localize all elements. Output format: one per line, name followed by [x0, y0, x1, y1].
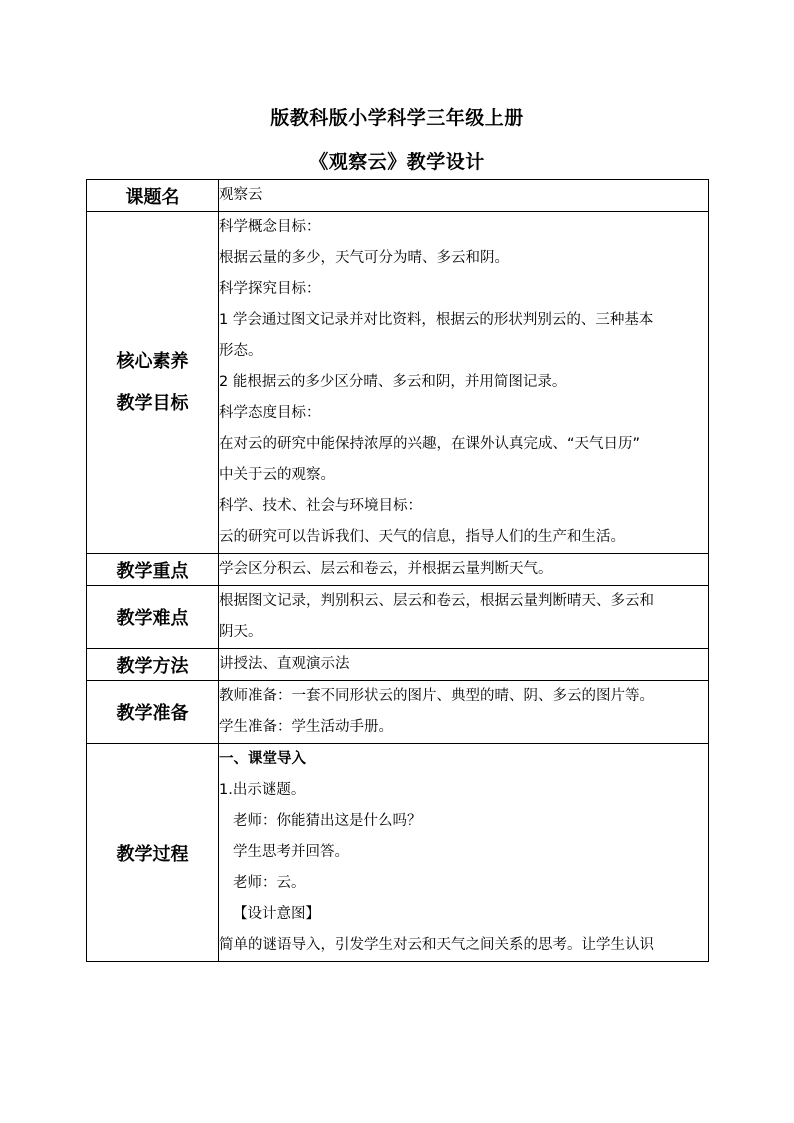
- row-topic: [87, 180, 709, 212]
- goal-line: 根据云量的多少，天气可分为晴、多云和阴。: [219, 250, 509, 266]
- goal-line: 形态。: [219, 343, 263, 359]
- label-difficulties: 教学难点: [87, 586, 219, 649]
- row-process: [87, 744, 709, 962]
- goal-line: 科学探究目标：: [219, 281, 321, 297]
- row-preparation: [87, 681, 709, 744]
- difficulty-line: 阴天。: [219, 624, 263, 640]
- label-goals: [87, 212, 219, 554]
- preparation-line: 学生准备：学生活动手册。: [219, 719, 393, 735]
- document-subtitle: 《观察云》教学设计: [309, 151, 485, 173]
- process-line: 简单的谜语导入，引发学生对云和天气之间关系的思考。让学生认识: [219, 937, 654, 953]
- row-goals: [87, 212, 709, 554]
- goal-line: 科学、技术、社会与环境目标：: [219, 498, 422, 514]
- row-key-points: [87, 554, 709, 586]
- goal-line: 2 能根据云的多少区分晴、多云和阴，并用简图记录。: [219, 374, 567, 390]
- value-goals: [219, 212, 709, 554]
- label-preparation: 教学准备: [87, 681, 219, 744]
- label-process: 教学过程: [87, 744, 219, 962]
- value-methods: [219, 649, 709, 681]
- lesson-plan-table: [86, 179, 709, 962]
- goal-line: 科学态度目标：: [219, 405, 321, 421]
- process-line: 学生思考并回答。: [233, 844, 349, 860]
- row-methods: [87, 649, 709, 681]
- key-points-text: 学会区分积云、层云和卷云，并根据云量判断天气。: [219, 561, 553, 577]
- value-difficulties: [219, 586, 709, 649]
- difficulty-line: 根据图文记录，判别积云、层云和卷云，根据云量判断晴天、多云和: [219, 593, 654, 609]
- label-goals-line1: 核心素养: [116, 350, 189, 372]
- process-line: 老师：云。: [233, 875, 306, 891]
- goal-line: 科学概念目标：: [219, 219, 321, 235]
- document-title: 版教科版小学科学三年级上册: [270, 107, 524, 129]
- preparation-line: 教师准备：一套不同形状云的图片、典型的晴、阴、多云的图片等。: [219, 688, 654, 704]
- process-line: 1.出示谜题。: [219, 782, 306, 798]
- label-topic: 课题名: [87, 180, 219, 212]
- process-line: 老师：你能猜出这是什么吗？: [233, 813, 422, 829]
- process-line: 【设计意图】: [233, 906, 320, 922]
- goal-line: 1 学会通过图文记录并对比资料，根据云的形状判别云的、三种基本: [219, 312, 654, 328]
- value-key-points: [219, 554, 709, 586]
- value-preparation: [219, 681, 709, 744]
- value-process: [219, 744, 709, 962]
- label-methods: 教学方法: [87, 649, 219, 681]
- goal-line: 中关于云的观察。: [219, 467, 335, 483]
- label-goals-line2: 教学目标: [116, 392, 189, 414]
- process-section-heading: 一、课堂导入: [219, 751, 306, 767]
- row-difficulties: [87, 586, 709, 649]
- label-key-points: 教学重点: [87, 554, 219, 586]
- methods-text: 讲授法、直观演示法: [219, 656, 350, 672]
- topic-text: 观察云: [219, 187, 263, 203]
- goal-line: 在对云的研究中能保持浓厚的兴趣，在课外认真完成、“天气日历”: [219, 436, 641, 452]
- value-topic: [219, 180, 709, 212]
- goal-line: 云的研究可以告诉我们、天气的信息，指导人们的生产和生活。: [219, 529, 625, 545]
